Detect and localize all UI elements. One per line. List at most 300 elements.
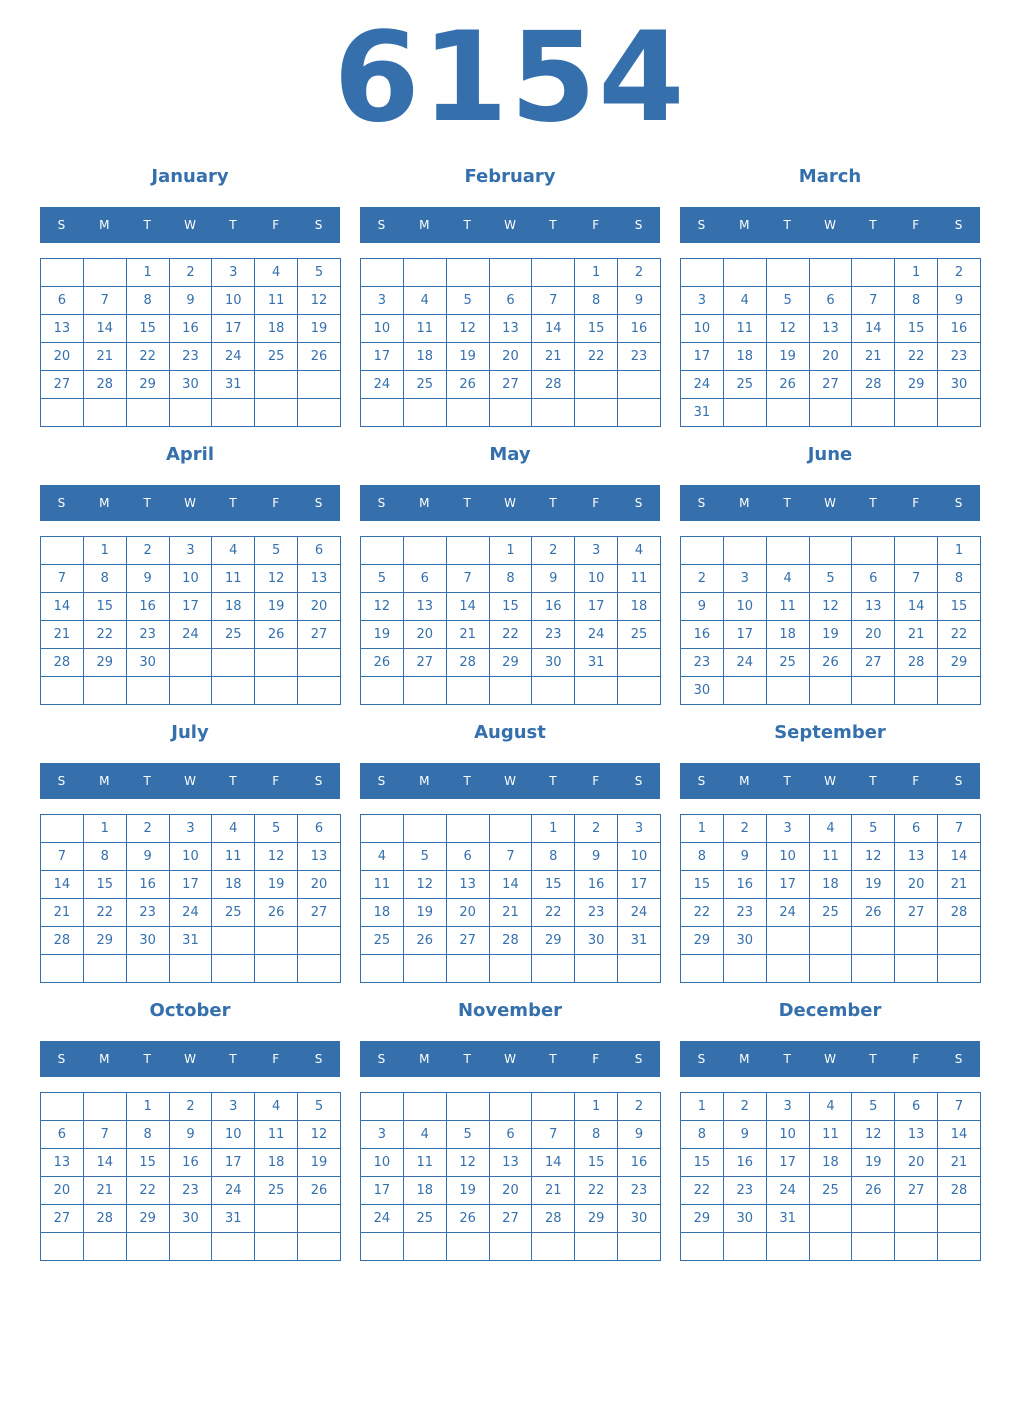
week-row — [361, 1121, 661, 1149]
empty-cell — [681, 1233, 724, 1261]
weekday-label: M — [739, 1052, 750, 1066]
day-cell: 25 — [618, 621, 661, 649]
day-cell: 8 — [938, 565, 981, 593]
day-cell: 12 — [446, 315, 489, 343]
empty-cell — [212, 677, 255, 705]
weekday-label: W — [184, 218, 196, 232]
day-cell: 17 — [723, 621, 766, 649]
week-row — [361, 1093, 661, 1121]
empty-cell — [83, 955, 126, 983]
weekday-label: M — [419, 774, 430, 788]
empty-cell — [361, 815, 404, 843]
weekday-label: S — [634, 1052, 643, 1066]
day-cell: 14 — [83, 315, 126, 343]
day-cell: 22 — [938, 621, 981, 649]
weekday-label: W — [824, 218, 836, 232]
empty-cell — [575, 1233, 618, 1261]
empty-cell — [361, 1233, 404, 1261]
week-row — [681, 1177, 981, 1205]
weekday-label: W — [504, 1052, 516, 1066]
day-cell: 17 — [681, 343, 724, 371]
weekday-label: M — [739, 218, 750, 232]
empty-cell — [298, 1233, 341, 1261]
week-row — [361, 537, 661, 565]
month-september — [680, 719, 980, 985]
weekday-header — [680, 763, 980, 799]
weekday-label: S — [954, 218, 963, 232]
weekday-label: S — [634, 496, 643, 510]
day-cell: 22 — [489, 621, 532, 649]
day-cell: 27 — [298, 621, 341, 649]
day-cell: 6 — [403, 565, 446, 593]
day-cell: 17 — [169, 593, 212, 621]
weekday-label: S — [697, 1052, 706, 1066]
day-cell: 1 — [681, 815, 724, 843]
day-cell: 12 — [255, 565, 298, 593]
week-row — [41, 1093, 341, 1121]
day-cell: 1 — [532, 815, 575, 843]
day-cell: 13 — [489, 315, 532, 343]
week-row — [361, 871, 661, 899]
empty-cell — [532, 399, 575, 427]
empty-cell — [169, 955, 212, 983]
day-cell: 2 — [126, 537, 169, 565]
weekday-header — [680, 207, 980, 243]
day-cell: 5 — [298, 1093, 341, 1121]
empty-cell — [169, 399, 212, 427]
empty-cell — [169, 1233, 212, 1261]
weekday-label: T — [143, 496, 151, 510]
day-cell: 3 — [766, 815, 809, 843]
empty-cell — [895, 399, 938, 427]
day-cell: 24 — [575, 621, 618, 649]
empty-cell — [361, 537, 404, 565]
day-cell: 27 — [809, 371, 852, 399]
day-cell: 14 — [852, 315, 895, 343]
month-june — [680, 441, 980, 707]
empty-cell — [403, 1093, 446, 1121]
empty-cell — [766, 955, 809, 983]
month-november — [360, 997, 660, 1263]
day-cell: 5 — [255, 815, 298, 843]
month-august — [360, 719, 660, 985]
day-cell: 19 — [766, 343, 809, 371]
empty-cell — [41, 259, 84, 287]
weekday-label: T — [229, 496, 237, 510]
empty-cell — [809, 677, 852, 705]
weekday-header — [680, 1041, 980, 1077]
day-cell: 12 — [298, 1121, 341, 1149]
empty-cell — [489, 955, 532, 983]
day-cell: 28 — [41, 927, 84, 955]
weekday-label: S — [57, 1052, 66, 1066]
empty-cell — [255, 677, 298, 705]
day-cell: 29 — [575, 1205, 618, 1233]
day-cell: 9 — [723, 1121, 766, 1149]
empty-cell — [809, 1233, 852, 1261]
weekday-label: T — [463, 496, 471, 510]
weekday-label: S — [634, 218, 643, 232]
day-cell: 13 — [446, 871, 489, 899]
week-row — [681, 287, 981, 315]
day-cell: 9 — [532, 565, 575, 593]
empty-cell — [618, 677, 661, 705]
day-cell: 1 — [938, 537, 981, 565]
week-row — [41, 399, 341, 427]
day-cell: 23 — [723, 1177, 766, 1205]
day-cell: 9 — [126, 843, 169, 871]
week-row — [681, 871, 981, 899]
weekday-label: S — [314, 496, 323, 510]
day-cell: 25 — [403, 1205, 446, 1233]
week-row — [361, 1177, 661, 1205]
day-grid — [40, 1092, 341, 1261]
weekday-label: F — [592, 774, 600, 788]
day-cell: 24 — [169, 621, 212, 649]
empty-cell — [618, 399, 661, 427]
day-cell: 13 — [809, 315, 852, 343]
empty-cell — [212, 399, 255, 427]
day-cell: 3 — [723, 565, 766, 593]
day-cell: 6 — [809, 287, 852, 315]
day-cell: 11 — [723, 315, 766, 343]
day-cell: 11 — [255, 287, 298, 315]
weekday-header — [360, 207, 660, 243]
day-cell: 26 — [852, 1177, 895, 1205]
day-cell: 6 — [895, 1093, 938, 1121]
day-cell: 21 — [489, 899, 532, 927]
weekday-label: F — [912, 774, 920, 788]
weekday-label: T — [463, 218, 471, 232]
week-row — [41, 677, 341, 705]
month-name: November — [457, 1000, 563, 1021]
week-row — [41, 649, 341, 677]
week-row — [361, 315, 661, 343]
empty-cell — [298, 955, 341, 983]
day-cell: 22 — [575, 343, 618, 371]
day-cell: 23 — [618, 1177, 661, 1205]
week-row — [681, 621, 981, 649]
day-cell: 26 — [255, 621, 298, 649]
day-cell: 14 — [895, 593, 938, 621]
day-cell: 10 — [169, 843, 212, 871]
day-cell: 26 — [361, 649, 404, 677]
day-cell: 25 — [766, 649, 809, 677]
day-cell: 26 — [446, 1205, 489, 1233]
week-row — [361, 621, 661, 649]
empty-cell — [212, 927, 255, 955]
empty-cell — [575, 677, 618, 705]
day-cell: 11 — [618, 565, 661, 593]
day-cell: 17 — [169, 871, 212, 899]
day-cell: 21 — [938, 1149, 981, 1177]
day-cell: 27 — [489, 371, 532, 399]
day-cell: 18 — [361, 899, 404, 927]
day-cell: 29 — [895, 371, 938, 399]
week-row — [361, 899, 661, 927]
day-cell: 9 — [618, 287, 661, 315]
month-name: August — [474, 722, 546, 743]
day-grid — [40, 536, 341, 705]
day-cell: 9 — [723, 843, 766, 871]
day-cell: 5 — [298, 259, 341, 287]
day-cell: 10 — [723, 593, 766, 621]
day-cell: 12 — [255, 843, 298, 871]
day-cell: 6 — [298, 815, 341, 843]
day-cell: 6 — [489, 287, 532, 315]
weekday-label: M — [419, 496, 430, 510]
day-cell: 29 — [83, 649, 126, 677]
empty-cell — [938, 677, 981, 705]
day-cell: 30 — [575, 927, 618, 955]
day-cell: 19 — [403, 899, 446, 927]
day-cell: 16 — [723, 871, 766, 899]
day-cell: 7 — [532, 287, 575, 315]
day-cell: 18 — [723, 343, 766, 371]
day-cell: 15 — [83, 871, 126, 899]
day-cell: 25 — [809, 899, 852, 927]
day-cell: 16 — [681, 621, 724, 649]
day-cell: 2 — [618, 1093, 661, 1121]
day-cell: 23 — [126, 621, 169, 649]
empty-cell — [895, 927, 938, 955]
empty-cell — [41, 815, 84, 843]
day-cell: 13 — [41, 1149, 84, 1177]
weekday-label: T — [229, 218, 237, 232]
day-cell: 8 — [126, 287, 169, 315]
day-cell: 19 — [361, 621, 404, 649]
day-cell: 15 — [575, 315, 618, 343]
day-cell: 25 — [255, 1177, 298, 1205]
week-row — [41, 1149, 341, 1177]
week-row — [361, 955, 661, 983]
week-row — [41, 815, 341, 843]
empty-cell — [446, 537, 489, 565]
weekday-label: W — [504, 218, 516, 232]
day-cell: 8 — [126, 1121, 169, 1149]
week-row — [681, 1093, 981, 1121]
day-cell: 16 — [618, 315, 661, 343]
weekday-label: S — [57, 496, 66, 510]
day-cell: 10 — [361, 315, 404, 343]
day-cell: 21 — [895, 621, 938, 649]
day-cell: 31 — [575, 649, 618, 677]
day-cell: 19 — [809, 621, 852, 649]
empty-cell — [212, 649, 255, 677]
empty-cell — [575, 955, 618, 983]
day-cell: 27 — [895, 899, 938, 927]
week-row — [41, 621, 341, 649]
day-cell: 3 — [681, 287, 724, 315]
day-cell: 29 — [126, 371, 169, 399]
day-cell: 24 — [212, 343, 255, 371]
day-cell: 25 — [809, 1177, 852, 1205]
day-cell: 28 — [41, 649, 84, 677]
day-cell: 19 — [298, 315, 341, 343]
day-cell: 2 — [723, 1093, 766, 1121]
empty-cell — [618, 955, 661, 983]
empty-cell — [403, 259, 446, 287]
day-cell: 23 — [723, 899, 766, 927]
week-row — [681, 593, 981, 621]
day-cell: 23 — [532, 621, 575, 649]
empty-cell — [489, 677, 532, 705]
day-cell: 24 — [169, 899, 212, 927]
day-cell: 24 — [723, 649, 766, 677]
weekday-label: T — [143, 774, 151, 788]
day-cell: 16 — [169, 1149, 212, 1177]
week-row — [681, 1149, 981, 1177]
empty-cell — [403, 677, 446, 705]
day-cell: 10 — [212, 287, 255, 315]
day-cell: 4 — [809, 815, 852, 843]
day-cell: 14 — [532, 315, 575, 343]
weekday-header — [40, 1041, 340, 1077]
month-name: February — [464, 166, 556, 187]
day-cell: 8 — [895, 287, 938, 315]
day-cell: 8 — [83, 565, 126, 593]
day-cell: 25 — [403, 371, 446, 399]
empty-cell — [298, 1205, 341, 1233]
week-row — [361, 815, 661, 843]
empty-cell — [681, 955, 724, 983]
day-cell: 30 — [618, 1205, 661, 1233]
empty-cell — [766, 1233, 809, 1261]
empty-cell — [446, 1093, 489, 1121]
day-cell: 3 — [169, 815, 212, 843]
day-cell: 5 — [446, 287, 489, 315]
week-row — [41, 899, 341, 927]
weekday-label: M — [739, 774, 750, 788]
day-cell: 27 — [895, 1177, 938, 1205]
day-cell: 21 — [83, 1177, 126, 1205]
weekday-label: T — [869, 496, 877, 510]
day-cell: 4 — [403, 287, 446, 315]
day-cell: 2 — [169, 1093, 212, 1121]
empty-cell — [852, 1233, 895, 1261]
weekday-label: M — [99, 774, 110, 788]
empty-cell — [681, 537, 724, 565]
day-cell: 4 — [809, 1093, 852, 1121]
empty-cell — [852, 537, 895, 565]
day-cell: 17 — [766, 871, 809, 899]
day-cell: 8 — [681, 843, 724, 871]
empty-cell — [938, 927, 981, 955]
day-cell: 18 — [766, 621, 809, 649]
day-cell: 26 — [809, 649, 852, 677]
day-grid — [360, 258, 661, 427]
empty-cell — [809, 537, 852, 565]
empty-cell — [255, 955, 298, 983]
day-cell: 30 — [723, 927, 766, 955]
empty-cell — [618, 371, 661, 399]
empty-cell — [489, 1093, 532, 1121]
day-cell: 8 — [575, 287, 618, 315]
day-cell: 14 — [446, 593, 489, 621]
week-row — [361, 843, 661, 871]
day-cell: 28 — [852, 371, 895, 399]
empty-cell — [169, 649, 212, 677]
day-cell: 12 — [446, 1149, 489, 1177]
day-cell: 28 — [83, 371, 126, 399]
day-cell: 13 — [489, 1149, 532, 1177]
day-cell: 7 — [41, 565, 84, 593]
empty-cell — [403, 399, 446, 427]
weekday-label: W — [184, 1052, 196, 1066]
day-cell: 13 — [41, 315, 84, 343]
empty-cell — [852, 399, 895, 427]
week-row — [681, 537, 981, 565]
weekday-label: T — [549, 496, 557, 510]
day-cell: 2 — [938, 259, 981, 287]
weekday-label: F — [272, 218, 280, 232]
empty-cell — [895, 955, 938, 983]
empty-cell — [255, 371, 298, 399]
empty-cell — [809, 927, 852, 955]
empty-cell — [723, 259, 766, 287]
day-cell: 11 — [403, 1149, 446, 1177]
weekday-label: T — [869, 1052, 877, 1066]
day-cell: 27 — [41, 1205, 84, 1233]
day-cell: 17 — [618, 871, 661, 899]
weekday-label: S — [954, 496, 963, 510]
day-cell: 7 — [895, 565, 938, 593]
week-row — [681, 1121, 981, 1149]
empty-cell — [618, 1233, 661, 1261]
empty-cell — [575, 371, 618, 399]
weekday-label: F — [272, 774, 280, 788]
week-row — [41, 1121, 341, 1149]
empty-cell — [852, 1205, 895, 1233]
week-row — [361, 259, 661, 287]
empty-cell — [361, 399, 404, 427]
weekday-label: S — [377, 496, 386, 510]
weekday-label: S — [954, 1052, 963, 1066]
day-cell: 13 — [298, 843, 341, 871]
day-cell: 22 — [575, 1177, 618, 1205]
day-cell: 23 — [575, 899, 618, 927]
empty-cell — [255, 649, 298, 677]
day-cell: 26 — [403, 927, 446, 955]
empty-cell — [403, 537, 446, 565]
week-row — [681, 315, 981, 343]
month-july — [40, 719, 340, 985]
day-cell: 4 — [723, 287, 766, 315]
week-row — [41, 871, 341, 899]
empty-cell — [489, 399, 532, 427]
weekday-label: T — [783, 1052, 791, 1066]
week-row — [361, 399, 661, 427]
day-cell: 19 — [446, 343, 489, 371]
day-cell: 7 — [83, 1121, 126, 1149]
empty-cell — [126, 399, 169, 427]
empty-cell — [575, 399, 618, 427]
day-cell: 7 — [852, 287, 895, 315]
day-cell: 13 — [895, 1121, 938, 1149]
month-name: March — [798, 166, 862, 187]
empty-cell — [403, 955, 446, 983]
day-cell: 30 — [532, 649, 575, 677]
day-cell: 3 — [212, 1093, 255, 1121]
day-cell: 3 — [575, 537, 618, 565]
day-cell: 7 — [83, 287, 126, 315]
day-cell: 11 — [809, 843, 852, 871]
week-row — [361, 565, 661, 593]
day-cell: 11 — [809, 1121, 852, 1149]
weekday-label: F — [272, 1052, 280, 1066]
empty-cell — [489, 815, 532, 843]
empty-cell — [766, 677, 809, 705]
